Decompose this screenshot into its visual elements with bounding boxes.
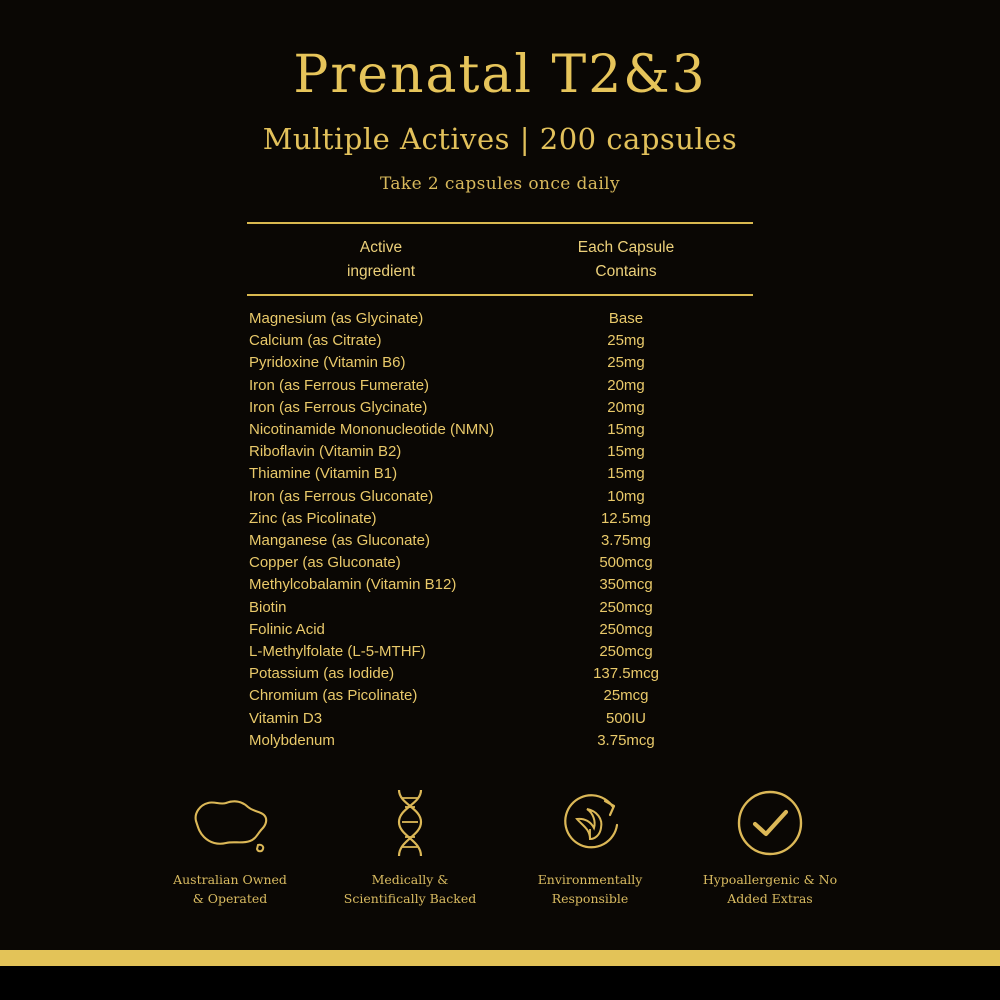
table-header-amount (499, 236, 753, 284)
badge-caption (500, 870, 680, 908)
ingredient-amount: 20mg (607, 376, 645, 394)
ingredient-amount: 137.5mcg (593, 665, 659, 683)
badge-medically-backed (320, 782, 500, 908)
table-row (247, 597, 753, 619)
checkmark-circle-icon (680, 782, 860, 864)
dosage-directions: Take 2 capsules once daily (379, 174, 621, 195)
table-body (247, 296, 753, 752)
ingredient-name: Iron (as Ferrous Gluconate) (249, 487, 434, 505)
table-row (247, 330, 753, 352)
ingredient-amount: 10mg (607, 487, 645, 505)
ingredient-amount: 500IU (605, 709, 647, 727)
ingredient-amount: 3.75mcg (597, 731, 655, 749)
ingredient-name: Nicotinamide Mononucleotide (NMN) (249, 420, 495, 438)
bottom-black-strip (0, 966, 1000, 1000)
table-row (247, 574, 753, 596)
table-row (247, 352, 753, 374)
label-header (0, 0, 1000, 194)
ingredient-name: Biotin (249, 598, 287, 616)
badge-caption (680, 870, 860, 908)
ingredients-table (247, 222, 753, 752)
ingredient-amount: 350mcg (599, 576, 653, 594)
badge-australian-owned (140, 782, 320, 908)
ingredient-amount: 250mcg (599, 620, 653, 638)
badge-caption-line1: Environmentally (537, 872, 643, 887)
ingredient-amount: 25mcg (603, 687, 649, 705)
ingredient-amount: 20mg (607, 398, 645, 416)
ingredient-name: L-Methylfolate (L-5-MTHF) (249, 642, 426, 660)
table-row (247, 685, 753, 707)
table-row (247, 530, 753, 552)
ingredient-name: Zinc (as Picolinate) (249, 509, 377, 527)
ingredient-amount: 15mg (607, 420, 645, 438)
badge-environmentally-responsible (500, 782, 680, 908)
badge-caption-line1: Australian Owned (173, 872, 287, 887)
ingredient-amount: Base (608, 309, 644, 327)
badge-caption (320, 870, 500, 908)
table-header-amount-line1: Each Capsule (577, 239, 675, 257)
table-row (247, 730, 753, 752)
badge-caption-line2: Scientifically Backed (343, 891, 477, 906)
ingredient-name: Pyridoxine (Vitamin B6) (249, 354, 406, 372)
ingredient-name: Riboflavin (Vitamin B2) (249, 443, 402, 461)
badge-hypoallergenic (680, 782, 860, 908)
ingredient-name: Copper (as Gluconate) (249, 554, 401, 572)
table-row (247, 397, 753, 419)
ingredient-name: Chromium (as Picolinate) (249, 687, 418, 705)
australia-map-icon (140, 782, 320, 864)
ingredient-name: Potassium (as Iodide) (249, 665, 395, 683)
badge-caption-line2: & Operated (192, 891, 268, 906)
product-title: Prenatal T2&3 (293, 45, 707, 105)
badge-caption-line1: Hypoallergenic & No (702, 872, 838, 887)
ingredient-name: Manganese (as Gluconate) (249, 531, 430, 549)
ingredient-amount: 15mg (607, 443, 645, 461)
ingredient-amount: 250mcg (599, 598, 653, 616)
table-header-ingredient-line2: ingredient (346, 263, 416, 281)
ingredient-amount: 25mg (607, 332, 645, 350)
table-row (247, 308, 753, 330)
table-row (247, 441, 753, 463)
table-row (247, 619, 753, 641)
ingredient-amount: 12.5mg (600, 509, 652, 527)
ingredient-amount: 25mg (607, 354, 645, 372)
bottom-gold-bar (0, 950, 1000, 966)
table-row (247, 708, 753, 730)
table-row (247, 463, 753, 485)
ingredient-name: Calcium (as Citrate) (249, 332, 382, 350)
ingredient-amount: 3.75mg (600, 531, 652, 549)
ingredient-name: Methylcobalamin (Vitamin B12) (249, 576, 457, 594)
ingredient-name: Thiamine (Vitamin B1) (249, 465, 398, 483)
badge-caption-line1: Medically & (371, 872, 449, 887)
table-row (247, 419, 753, 441)
dna-helix-icon (320, 782, 500, 864)
table-row (247, 663, 753, 685)
table-row (247, 375, 753, 397)
ingredient-name: Folinic Acid (249, 620, 325, 638)
ingredient-amount: 15mg (607, 465, 645, 483)
ingredient-name: Iron (as Ferrous Fumerate) (249, 376, 430, 394)
table-row (247, 641, 753, 663)
table-header-ingredient (247, 236, 499, 284)
trust-badges (0, 782, 1000, 908)
table-header-row (247, 224, 753, 294)
ingredient-name: Magnesium (as Glycinate) (249, 309, 424, 327)
leaf-recycle-icon (500, 782, 680, 864)
table-row (247, 552, 753, 574)
ingredient-name: Iron (as Ferrous Glycinate) (249, 398, 428, 416)
badge-caption-line2: Responsible (551, 891, 629, 906)
table-header-amount-line2: Contains (595, 263, 657, 281)
ingredient-name: Vitamin D3 (249, 709, 323, 727)
badge-caption-line2: Added Extras (727, 891, 813, 906)
table-row (247, 486, 753, 508)
table-row (247, 508, 753, 530)
ingredient-amount: 250mcg (599, 642, 653, 660)
product-subtitle: Multiple Actives | 200 capsules (262, 122, 738, 157)
ingredient-amount: 500mcg (599, 554, 653, 572)
badge-caption (140, 870, 320, 908)
ingredient-name: Molybdenum (249, 731, 335, 749)
table-header-ingredient-line1: Active (359, 239, 403, 257)
